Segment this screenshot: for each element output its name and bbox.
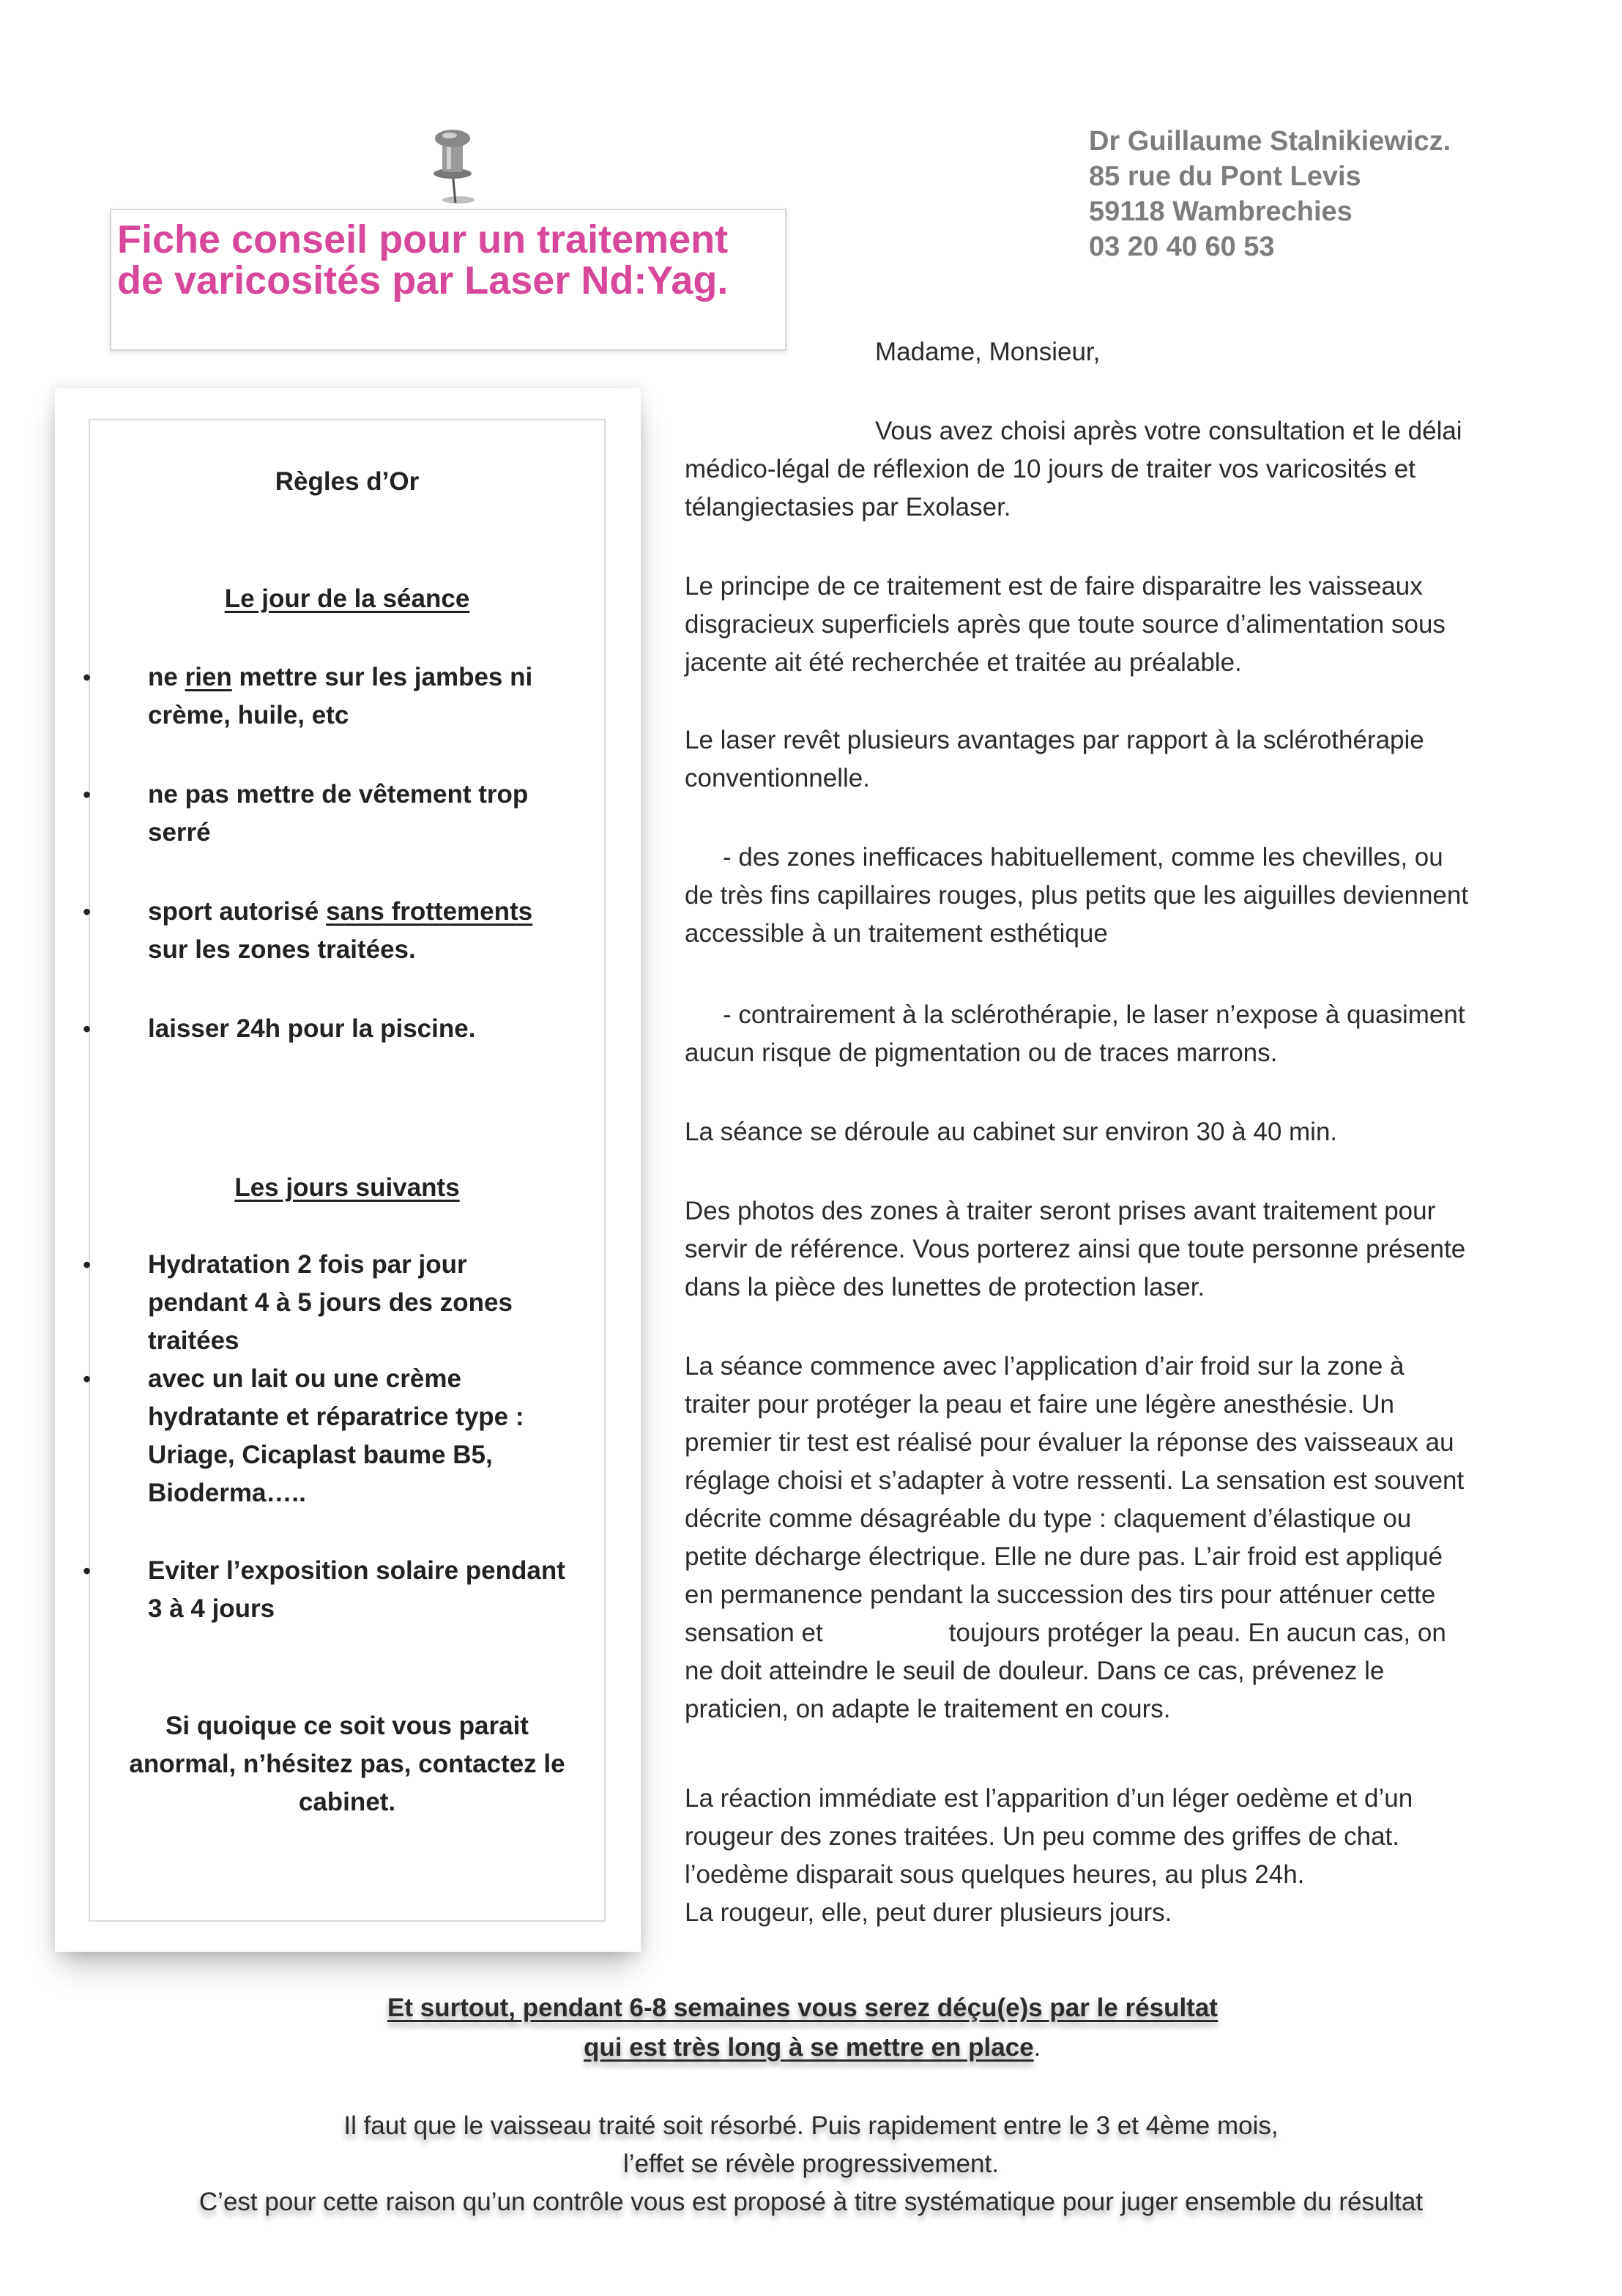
item-text: sport autorisé — [148, 897, 327, 926]
title-box — [110, 209, 786, 351]
paragraph-line: - contrairement à la sclérothérapie, le laser n’expose à quasiment — [723, 1000, 1465, 1029]
paragraph-duration — [685, 1113, 1549, 1151]
list-item — [148, 658, 602, 735]
item-text: avec un lait ou une crème — [148, 1364, 461, 1393]
paragraph-line: aucun risque de pigmentation ou de traces marrons. — [685, 1039, 1278, 1067]
paragraph-line: petite décharge électrique. Elle ne dure pas. L’air froid est appliqué — [685, 1542, 1443, 1571]
bottom-line-1: Il faut que le vaisseau traité soit résorbé. Puis rapidement entre le 3 et 4ème mois, — [343, 2111, 1279, 2140]
paragraph-advantages — [685, 721, 1549, 798]
paragraph-intro — [685, 412, 1549, 527]
item-text: serré — [148, 818, 211, 847]
bullet: • — [83, 899, 92, 925]
paragraph-line: servir de référence. Vous porterez ainsi que toute personne présente — [685, 1235, 1466, 1263]
paragraph-line: La réaction immédiate est l’apparition d’un léger oedème et d’un — [685, 1784, 1413, 1813]
paragraph-line: La séance commence avec l’application d’air froid sur la zone à — [685, 1352, 1405, 1381]
rules-card — [55, 388, 641, 1952]
bullet: • — [83, 1252, 92, 1278]
paragraph-line: traiter pour protéger la peau et faire une légère anesthésie. Un — [685, 1390, 1394, 1419]
bullet: • — [83, 781, 92, 808]
paragraph-line: jacente ait été recherchée et traitée au préalable. — [685, 648, 1242, 677]
closing-line: anormal, n’hésitez pas, contactez le — [129, 1750, 565, 1778]
item-text: hydratante et réparatrice type : — [148, 1403, 524, 1431]
item-text: Uriage, Cicaplast baume B5, — [148, 1441, 493, 1469]
paragraph-line: de très fins capillaires rouges, plus petits que les aiguilles deviennent — [685, 881, 1469, 910]
item-text: Hydratation 2 fois par jour — [148, 1250, 467, 1279]
paragraph-session — [685, 1348, 1549, 1728]
closing-note — [90, 1707, 604, 1821]
paragraph-line: réglage choisi et s’adapter à votre ressenti. La sensation est souvent — [685, 1466, 1465, 1495]
section-title-following-days: Les jours suivants — [234, 1173, 460, 1202]
item-text: mettre sur les jambes ni — [231, 663, 533, 691]
pushpin-icon — [410, 121, 498, 209]
item-text: laisser 24h pour la piscine. — [148, 1014, 476, 1043]
warning-line-1: Et surtout, pendant 6-8 semaines vous serez déçu(e)s par le résultat — [387, 1994, 1218, 2022]
paragraph-line: toujours protéger la peau. En aucun cas, on — [948, 1619, 1446, 1647]
paragraph-line: en permanence pendant la succession des tirs pour atténuer cette — [685, 1580, 1436, 1609]
bottom-line-3: C’est pour cette raison qu’un contrôle vous est proposé à titre systématique pour juger ensemble du résultat — [198, 2188, 1424, 2216]
paragraph-line: praticien, on adapte le traitement en cours. — [685, 1695, 1171, 1723]
paragraph-line: La rougeur, elle, peut durer plusieurs jours. — [685, 1898, 1172, 1927]
paragraph-line: Des photos des zones à traiter seront prises avant traitement pour — [685, 1197, 1436, 1225]
paragraph-line: décrite comme désagréable du type : claquement d’élastique ou — [685, 1504, 1412, 1533]
paragraph-line: accessible à un traitement esthétique — [685, 919, 1108, 948]
paragraph-line: télangiectasies par Exolaser. — [685, 493, 1011, 521]
paragraph-line: rougeur des zones traitées. Un peu comme des griffes de chat. — [685, 1822, 1400, 1851]
section-title-day: Le jour de la séance — [224, 584, 470, 613]
bottom-line-2: l’effet se révèle progressivement. — [623, 2150, 999, 2178]
paragraph-line: disgracieux superficiels après que toute source d’alimentation sous — [685, 610, 1446, 639]
title-line-1: Fiche conseil pour un traitement — [117, 218, 729, 261]
paragraph-line: premier tir test est réalisé pour évaluer la réponse des vaisseaux au — [685, 1428, 1454, 1457]
paragraph-photos — [685, 1192, 1549, 1307]
paragraph-line: Vous avez choisi après votre consultation et le délai — [875, 417, 1462, 445]
list-item — [148, 1010, 602, 1048]
bullet: • — [83, 1558, 92, 1584]
paragraph-line: conventionnelle. — [685, 764, 870, 792]
title-line-2: de varicosités par Laser Nd:Yag. — [117, 259, 729, 302]
paragraph-line: - des zones inefficaces habituellement, comme les chevilles, ou — [723, 843, 1443, 872]
closing-line: cabinet. — [298, 1788, 396, 1816]
salutation: Madame, Monsieur, — [875, 338, 1101, 366]
warning-period: . — [1033, 2033, 1041, 2062]
warning-line-2 — [584, 2029, 1041, 2067]
address-street: 85 rue du Pont Levis — [1089, 161, 1361, 192]
item-text: pendant 4 à 5 jours des zones — [148, 1288, 513, 1317]
item-text: ne — [148, 663, 185, 691]
paragraph-principle — [685, 568, 1549, 682]
paragraph-line: médico-légal de réflexion de 10 jours de traiter vos varicosités et — [685, 455, 1415, 483]
paragraph-line: dans la pièce des lunettes de protection laser. — [685, 1273, 1205, 1301]
paragraph-line: sensation et — [685, 1619, 823, 1647]
list-item — [148, 1552, 602, 1628]
item-text: Eviter l’exposition solaire pendant — [148, 1556, 565, 1585]
paragraph-line: ne doit atteindre le seuil de douleur. Dans ce cas, prévenez le — [685, 1657, 1385, 1685]
bullet: • — [83, 664, 92, 691]
paragraph-line: La séance se déroule au cabinet sur environ 30 à 40 min. — [685, 1118, 1338, 1146]
item-emphasis: rien — [185, 663, 232, 691]
closing-line: Si quoique ce soit vous parait — [165, 1712, 529, 1740]
rules-heading: Règles d’Or — [275, 467, 420, 496]
list-item — [148, 1246, 602, 1360]
paragraph-line: Le principe de ce traitement est de faire disparaitre les vaisseaux — [685, 572, 1423, 601]
list-item — [148, 893, 602, 969]
rules-card-inner — [83, 419, 606, 1922]
paragraph-reaction — [685, 1780, 1549, 1932]
warning-emphasis: qui est très long à se mettre en place — [584, 2033, 1034, 2062]
bullet: • — [83, 1366, 92, 1392]
address-phone: 03 20 40 60 53 — [1089, 231, 1275, 262]
paragraph-line: Le laser revêt plusieurs avantages par rapport à la sclérothérapie — [685, 726, 1424, 754]
item-text: Bioderma….. — [148, 1479, 306, 1507]
doctor-name: Dr Guillaume Stalnikiewicz. — [1089, 126, 1451, 157]
paragraph-advantage-2 — [685, 996, 1549, 1072]
address-city: 59118 Wambrechies — [1089, 196, 1353, 227]
list-item — [148, 776, 602, 852]
item-text: crème, huile, etc — [148, 701, 349, 729]
item-text: traitées — [148, 1326, 239, 1355]
item-text: ne pas mettre de vêtement trop — [148, 780, 529, 809]
item-text: 3 à 4 jours — [148, 1594, 275, 1623]
paragraph-advantage-1 — [685, 839, 1549, 953]
item-text: sur les zones traitées. — [148, 935, 416, 964]
paragraph-line: l’oedème disparait sous quelques heures, au plus 24h. — [685, 1860, 1305, 1889]
list-item — [148, 1360, 602, 1512]
item-emphasis: sans frottements — [326, 897, 533, 926]
bullet: • — [83, 1016, 92, 1042]
